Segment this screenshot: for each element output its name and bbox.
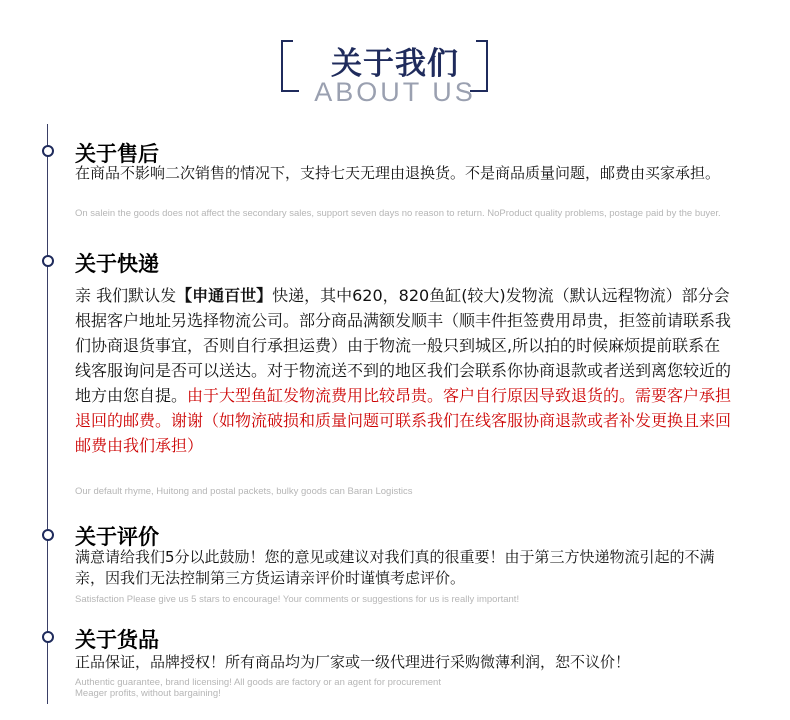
timeline-dot-icon <box>42 145 54 157</box>
section-body-after-sales: 在商品不影响二次销售的情况下，支持七天无理由退换货。不是商品质量问题，邮费由买家承担。 <box>75 164 721 182</box>
section-body-products: 正品保证，品牌授权！所有商品均为厂家或一级代理进行采购微薄利润，恕不议价！ <box>75 653 631 671</box>
section-body-shipping <box>75 283 735 458</box>
about-us-header <box>0 0 790 110</box>
timeline-dot-icon <box>42 631 54 643</box>
page-title: 关于我们 <box>331 46 459 82</box>
section-english-reviews: Satisfaction Please give us 5 stars to encourage! Your comments or suggestions for us is really important! <box>75 594 520 605</box>
section-title-products: 关于货品 <box>75 628 159 652</box>
shipping-details: 快递，其中620，820鱼缸(较大)发物流（默认远程物流）部分会根据客户地址另选择物流公司。部分商品满额发顺丰（顺丰件拒签费用昂贵，拒签前请联系我们协商退货事宜，否则自行承担运费）由于物流一般只到城区,所以拍的时候麻烦提前联系在线客服询问是否可以送达。对于物流送不到的地区我们会联系你协商退款或者送到离您较近的地方由您自提。 <box>75 286 732 405</box>
section-title-after-sales: 关于售后 <box>75 142 159 166</box>
section-english-products-line2: Meager profits, without bargaining! <box>75 688 221 699</box>
section-title-reviews: 关于评价 <box>75 525 159 549</box>
timeline-line <box>47 124 48 704</box>
section-english-products-line1: Authentic guarantee, brand licensing! All goods are factory or an agent for procurement <box>75 677 441 688</box>
section-title-shipping: 关于快递 <box>75 252 159 276</box>
shipping-warning: 由于大型鱼缸发物流费用比较昂贵。客户自行原因导致退货的。需要客户承担退回的邮费。谢谢（如物流破损和质量问题可联系我们在线客服协商退款或者补发更换且来回邮费由我们承担） <box>75 386 732 455</box>
timeline-dot-icon <box>42 529 54 541</box>
page-subtitle: ABOUT US <box>314 77 476 107</box>
section-english-shipping: Our default rhyme, Huitong and postal packets, bulky goods can Baran Logistics <box>75 486 413 497</box>
shipping-intro: 亲 我们默认发 <box>75 286 177 305</box>
courier-brand: 【申通百世】 <box>176 286 273 305</box>
section-english-after-sales: On salein the goods does not affect the secondary sales, support seven days no reason to return. NoProduct quality problems, postage paid by the buyer. <box>75 208 721 219</box>
section-body-reviews: 满意请给我们5分以此鼓励！您的意见或建议对我们真的很重要！由于第三方快递物流引起的不满亲，因我们无法控制第三方货运请亲评价时谨慎考虑评价。 <box>75 548 715 587</box>
timeline-dot-icon <box>42 255 54 267</box>
